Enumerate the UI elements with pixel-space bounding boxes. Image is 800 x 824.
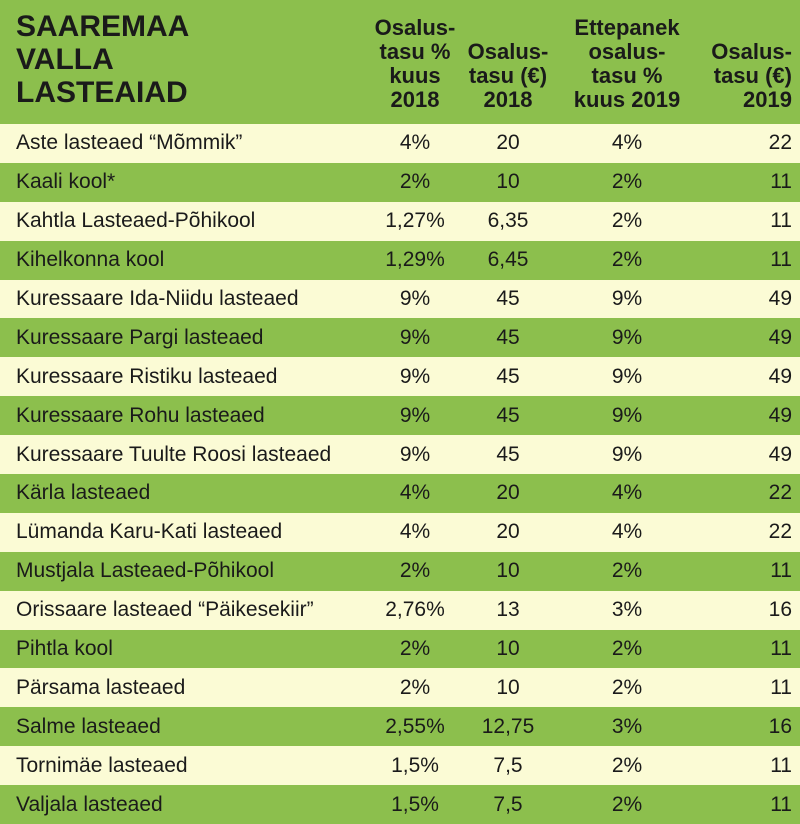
fee-percent-2018-cell: 2% xyxy=(399,675,431,699)
header-line: Osalus- xyxy=(374,15,456,40)
fee-percent-2018-cell: 2,76% xyxy=(385,598,445,622)
fee-percent-2018-cell: 2% xyxy=(399,637,431,661)
proposed-percent-2019-cell: 9% xyxy=(611,325,643,349)
fee-euro-2018-cell: 10 xyxy=(496,559,520,583)
kindergarten-name-cell: Kuressaare Tuulte Roosi lasteaed xyxy=(16,442,332,466)
column-header-fee-euro-2019 xyxy=(696,0,800,124)
kindergarten-name-cell: Kärla lasteaed xyxy=(16,481,151,505)
proposed-percent-2019-cell: 4% xyxy=(611,131,643,155)
kindergarten-name-cell: Salme lasteaed xyxy=(16,714,161,738)
kindergarten-name-cell: Pärsama lasteaed xyxy=(16,675,186,699)
header-line: tasu % xyxy=(591,63,663,88)
fee-euro-2018-cell: 20 xyxy=(496,481,520,505)
fee-euro-2019-cell: 49 xyxy=(768,403,792,427)
kindergarten-name-cell: Kaali kool* xyxy=(16,170,116,194)
table-body xyxy=(0,124,800,824)
proposed-percent-2019-cell: 2% xyxy=(611,637,643,661)
table-row xyxy=(0,124,800,163)
fee-euro-2018-cell: 45 xyxy=(496,403,520,427)
proposed-percent-2019-cell: 2% xyxy=(611,209,643,233)
fee-percent-2018-cell: 9% xyxy=(399,287,431,310)
kindergarten-name-cell: Kuressaare Ristiku lasteaed xyxy=(16,364,278,388)
fee-euro-2019-cell: 11 xyxy=(770,170,792,194)
header-line: tasu (€) xyxy=(713,63,792,88)
kindergarten-name-cell: Kahtla Lasteaed-Põhikool xyxy=(16,209,256,233)
fee-euro-2018-cell: 10 xyxy=(496,675,520,699)
fee-euro-2019-cell: 11 xyxy=(770,248,792,272)
header-line: 2019 xyxy=(743,87,792,112)
fee-percent-2018-cell: 4% xyxy=(399,481,431,505)
fee-euro-2019-cell: 11 xyxy=(770,675,792,699)
proposed-percent-2019-cell: 9% xyxy=(611,403,643,427)
kindergarten-name-cell: Kihelkonna kool xyxy=(16,248,165,272)
fee-euro-2019-cell: 49 xyxy=(768,287,792,310)
proposed-percent-2019-cell: 2% xyxy=(611,675,643,699)
proposed-percent-2019-cell: 3% xyxy=(611,598,643,622)
fee-euro-2018-cell: 13 xyxy=(496,598,520,622)
proposed-percent-2019-cell: 3% xyxy=(611,714,643,738)
fee-euro-2018-cell: 7,5 xyxy=(493,792,523,816)
proposed-percent-2019-cell: 4% xyxy=(611,481,643,505)
fee-percent-2018-cell: 9% xyxy=(399,364,431,388)
table-row xyxy=(0,707,800,746)
fee-percent-2018-cell: 1,5% xyxy=(391,792,439,816)
fee-percent-2018-cell: 2% xyxy=(399,559,431,583)
fee-euro-2018-cell: 45 xyxy=(496,325,520,349)
proposed-percent-2019-cell: 9% xyxy=(611,287,643,310)
header-line: osalus- xyxy=(588,39,666,64)
fee-euro-2018-cell: 10 xyxy=(496,637,520,661)
fee-euro-2019-cell: 22 xyxy=(768,481,792,505)
fee-euro-2018-cell: 10 xyxy=(496,170,520,194)
header-line: 2018 xyxy=(390,87,440,112)
fee-euro-2019-cell: 16 xyxy=(768,598,792,622)
kindergarten-name-cell: Kuressaare Ida-Niidu lasteaed xyxy=(16,287,299,310)
table-row xyxy=(0,163,800,202)
column-header-fee-euro-2018 xyxy=(458,0,558,124)
fee-euro-2019-cell: 11 xyxy=(770,559,792,583)
kindergarten-name-cell: Aste lasteaed “Mõmmik” xyxy=(16,131,243,155)
fee-euro-2018-cell: 45 xyxy=(496,442,520,466)
fee-percent-2018-cell: 2,55% xyxy=(385,714,445,738)
table-row xyxy=(0,630,800,669)
fee-percent-2018-cell: 1,29% xyxy=(385,248,445,272)
table-title xyxy=(0,0,372,124)
fee-euro-2018-cell: 7,5 xyxy=(493,753,523,777)
proposed-percent-2019-cell: 9% xyxy=(611,364,643,388)
fee-percent-2018-cell: 4% xyxy=(399,131,431,155)
fee-euro-2019-cell: 11 xyxy=(770,792,792,816)
table-row xyxy=(0,591,800,630)
kindergarten-name-cell: Pihtla kool xyxy=(16,637,113,661)
kindergarten-name-cell: Kuressaare Pargi lasteaed xyxy=(16,325,264,349)
fee-euro-2018-cell: 6,35 xyxy=(487,209,529,233)
proposed-percent-2019-cell: 9% xyxy=(611,442,643,466)
fee-percent-2018-cell: 2% xyxy=(399,170,431,194)
kindergarten-name-cell: Valjala lasteaed xyxy=(16,792,163,816)
table-row xyxy=(0,357,800,396)
title-line: SAAREMAA xyxy=(16,10,190,43)
column-header-proposed-percent-2019 xyxy=(558,0,696,124)
kindergarten-name-cell: Orissaare lasteaed “Päikesekiir” xyxy=(16,598,314,622)
header-row xyxy=(0,0,800,124)
table-row xyxy=(0,280,800,319)
fee-euro-2019-cell: 49 xyxy=(768,442,792,466)
title-line: LASTEAIAD xyxy=(16,76,188,109)
fee-euro-2018-cell: 12,75 xyxy=(481,714,535,738)
header-line: Osalus- xyxy=(467,39,549,64)
fee-euro-2019-cell: 22 xyxy=(768,520,792,544)
fee-euro-2018-cell: 45 xyxy=(496,287,520,310)
table-row xyxy=(0,241,800,280)
fee-percent-2018-cell: 9% xyxy=(399,442,431,466)
table-row xyxy=(0,396,800,435)
kindergarten-name-cell: Mustjala Lasteaed-Põhikool xyxy=(16,559,274,583)
fee-euro-2019-cell: 49 xyxy=(768,325,792,349)
fee-percent-2018-cell: 9% xyxy=(399,403,431,427)
proposed-percent-2019-cell: 2% xyxy=(611,248,643,272)
table-row xyxy=(0,668,800,707)
fee-percent-2018-cell: 4% xyxy=(399,520,431,544)
proposed-percent-2019-cell: 2% xyxy=(611,792,643,816)
fee-percent-2018-cell: 9% xyxy=(399,325,431,349)
table-row xyxy=(0,552,800,591)
proposed-percent-2019-cell: 2% xyxy=(611,753,643,777)
fee-euro-2019-cell: 11 xyxy=(770,753,792,777)
proposed-percent-2019-cell: 4% xyxy=(611,520,643,544)
kindergarten-name-cell: Tornimäe lasteaed xyxy=(16,753,188,777)
fee-euro-2019-cell: 22 xyxy=(768,131,792,155)
fee-euro-2019-cell: 16 xyxy=(768,714,792,738)
table-row xyxy=(0,318,800,357)
fee-euro-2018-cell: 45 xyxy=(496,364,520,388)
header-line: kuus 2019 xyxy=(573,87,681,112)
table-row xyxy=(0,746,800,785)
header-line: 2018 xyxy=(483,87,533,112)
table-row xyxy=(0,785,800,824)
table-row xyxy=(0,202,800,241)
fee-euro-2018-cell: 20 xyxy=(496,520,520,544)
table-row xyxy=(0,474,800,513)
header-line: kuus xyxy=(389,63,441,88)
header-line: Osalus- xyxy=(711,39,792,64)
proposed-percent-2019-cell: 2% xyxy=(611,559,643,583)
kindergarten-name-cell: Lümanda Karu-Kati lasteaed xyxy=(16,520,283,544)
table-row xyxy=(0,435,800,474)
header-line: tasu % xyxy=(379,39,451,64)
proposed-percent-2019-cell: 2% xyxy=(611,170,643,194)
header-line: tasu (€) xyxy=(468,63,548,88)
fee-euro-2018-cell: 6,45 xyxy=(487,248,529,272)
fee-euro-2019-cell: 11 xyxy=(770,637,792,661)
fee-percent-2018-cell: 1,5% xyxy=(391,753,439,777)
table-row xyxy=(0,513,800,552)
fee-percent-2018-cell: 1,27% xyxy=(385,209,445,233)
column-header-fee-percent-2018 xyxy=(372,0,458,124)
fee-euro-2019-cell: 49 xyxy=(768,364,792,388)
title-line: VALLA xyxy=(16,43,114,76)
fee-euro-2018-cell: 20 xyxy=(496,131,520,155)
header-line: Ettepanek xyxy=(574,15,680,40)
fee-euro-2019-cell: 11 xyxy=(770,209,792,233)
kindergarten-name-cell: Kuressaare Rohu lasteaed xyxy=(16,403,265,427)
table-header xyxy=(0,0,800,124)
